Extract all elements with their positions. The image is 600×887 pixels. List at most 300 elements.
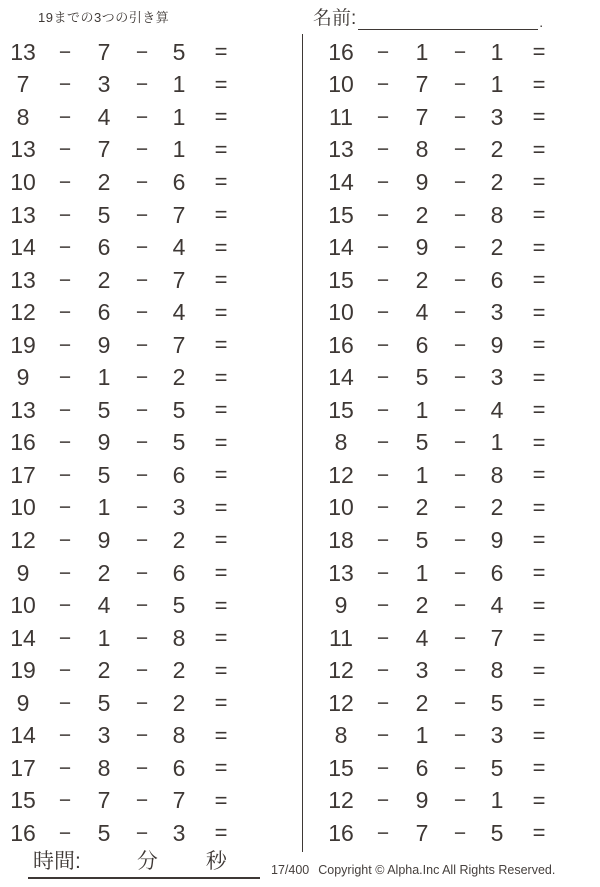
subtrahend-2: 3 <box>490 722 504 749</box>
equals-sign: = <box>532 592 546 618</box>
subtrahend-1: 1 <box>415 461 429 488</box>
subtrahend-2: 1 <box>490 429 504 456</box>
subtrahend-2: 8 <box>490 657 504 684</box>
copyright-text: Copyright © Alpha.Inc All Rights Reserved. <box>318 863 556 877</box>
minus-sign: − <box>58 301 72 325</box>
subtrahend-1: 9 <box>97 526 111 553</box>
minuend: 10 <box>328 299 354 326</box>
subtrahend-1: 7 <box>415 71 429 98</box>
problem-row <box>0 134 262 167</box>
problem-row <box>318 589 580 622</box>
problem-row <box>318 654 580 687</box>
equals-sign: = <box>214 397 228 423</box>
minus-sign: − <box>58 756 72 780</box>
minus-sign: − <box>135 626 149 650</box>
problem-row <box>318 199 580 232</box>
minuend: 11 <box>329 103 353 130</box>
problem-row <box>0 361 262 394</box>
minus-sign: − <box>376 691 390 715</box>
name-line-period: . <box>539 14 544 30</box>
minuend: 12 <box>10 299 36 326</box>
subtrahend-1: 9 <box>415 168 429 195</box>
minus-sign: − <box>135 724 149 748</box>
minuend: 12 <box>328 689 354 716</box>
minus-sign: − <box>58 496 72 520</box>
problems-column-right <box>318 36 580 850</box>
problem-row <box>318 817 580 850</box>
minus-sign: − <box>135 821 149 845</box>
minus-sign: − <box>135 170 149 194</box>
minuend: 7 <box>16 71 30 98</box>
minus-sign: − <box>453 301 467 325</box>
problem-row <box>318 719 580 752</box>
subtrahend-2: 9 <box>490 526 504 553</box>
equals-sign: = <box>214 592 228 618</box>
equals-sign: = <box>214 39 228 65</box>
equals-sign: = <box>532 722 546 748</box>
minus-sign: − <box>453 333 467 357</box>
problem-row <box>318 459 580 492</box>
minus-sign: − <box>58 691 72 715</box>
problem-row <box>318 101 580 134</box>
equals-sign: = <box>532 104 546 130</box>
subtrahend-2: 2 <box>490 168 504 195</box>
subtrahend-2: 4 <box>490 592 504 619</box>
problem-row <box>0 557 262 590</box>
problem-row <box>0 492 262 525</box>
minus-sign: − <box>58 170 72 194</box>
worksheet-title: 19までの3つの引き算 <box>38 10 170 25</box>
column-divider-line <box>302 34 303 852</box>
minus-sign: − <box>58 528 72 552</box>
minus-sign: − <box>135 496 149 520</box>
minus-sign: − <box>453 821 467 845</box>
equals-sign: = <box>214 299 228 325</box>
subtrahend-2: 1 <box>172 71 186 98</box>
problem-row <box>318 69 580 102</box>
problem-row <box>318 36 580 69</box>
time-label: 時間: <box>33 850 81 873</box>
subtrahend-1: 8 <box>97 754 111 781</box>
minus-sign: − <box>376 301 390 325</box>
problem-row <box>0 459 262 492</box>
equals-sign: = <box>214 494 228 520</box>
minus-sign: − <box>376 756 390 780</box>
subtrahend-2: 6 <box>490 559 504 586</box>
minus-sign: − <box>453 73 467 97</box>
minus-sign: − <box>453 203 467 227</box>
minus-sign: − <box>135 789 149 813</box>
problem-row <box>318 492 580 525</box>
minus-sign: − <box>453 724 467 748</box>
minuend: 9 <box>16 689 30 716</box>
subtrahend-1: 2 <box>97 657 111 684</box>
problem-row <box>0 231 262 264</box>
minus-sign: − <box>376 659 390 683</box>
name-label: 名前: <box>313 8 357 29</box>
problem-row <box>0 524 262 557</box>
minuend: 10 <box>10 168 36 195</box>
subtrahend-2: 5 <box>490 754 504 781</box>
problem-row <box>0 394 262 427</box>
minus-sign: − <box>135 268 149 292</box>
subtrahend-2: 3 <box>490 364 504 391</box>
problem-row <box>0 654 262 687</box>
subtrahend-1: 5 <box>415 364 429 391</box>
subtrahend-1: 5 <box>97 461 111 488</box>
minus-sign: − <box>135 138 149 162</box>
subtrahend-2: 1 <box>172 136 186 163</box>
minuend: 16 <box>328 819 354 846</box>
minus-sign: − <box>453 594 467 618</box>
minus-sign: − <box>453 138 467 162</box>
subtrahend-1: 2 <box>415 494 429 521</box>
minus-sign: − <box>135 333 149 357</box>
problem-row <box>0 296 262 329</box>
subtrahend-1: 9 <box>97 331 111 358</box>
seconds-label: 秒 <box>205 850 227 873</box>
minus-sign: − <box>135 301 149 325</box>
subtrahend-2: 6 <box>172 754 186 781</box>
subtrahend-1: 9 <box>415 787 429 814</box>
equals-sign: = <box>532 169 546 195</box>
minus-sign: − <box>453 366 467 390</box>
minus-sign: − <box>58 138 72 162</box>
subtrahend-2: 2 <box>172 526 186 553</box>
minus-sign: − <box>453 789 467 813</box>
minus-sign: − <box>135 398 149 422</box>
subtrahend-1: 7 <box>97 787 111 814</box>
subtrahend-2: 3 <box>490 103 504 130</box>
problem-row <box>0 264 262 297</box>
problem-row <box>318 557 580 590</box>
minuend: 14 <box>10 234 36 261</box>
subtrahend-1: 2 <box>415 266 429 293</box>
subtrahend-1: 5 <box>97 396 111 423</box>
minuend: 9 <box>334 592 348 619</box>
subtrahend-1: 6 <box>97 234 111 261</box>
subtrahend-1: 8 <box>415 136 429 163</box>
problem-row <box>0 199 262 232</box>
minuend: 10 <box>328 494 354 521</box>
minus-sign: − <box>376 73 390 97</box>
problem-row <box>318 134 580 167</box>
minuend: 13 <box>328 136 354 163</box>
footer-meta <box>271 863 555 877</box>
subtrahend-2: 7 <box>490 624 504 651</box>
minus-sign: − <box>453 398 467 422</box>
minus-sign: − <box>376 40 390 64</box>
minus-sign: − <box>453 105 467 129</box>
minuend: 15 <box>328 754 354 781</box>
minus-sign: − <box>376 431 390 455</box>
subtrahend-2: 7 <box>172 266 186 293</box>
minuend: 14 <box>328 168 354 195</box>
minuend: 15 <box>328 266 354 293</box>
minutes-label: 分 <box>136 850 158 873</box>
subtrahend-1: 1 <box>415 559 429 586</box>
problem-row <box>318 752 580 785</box>
subtrahend-2: 2 <box>172 657 186 684</box>
minus-sign: − <box>453 431 467 455</box>
minuend: 15 <box>328 201 354 228</box>
equals-sign: = <box>532 462 546 488</box>
equals-sign: = <box>214 267 228 293</box>
subtrahend-2: 6 <box>490 266 504 293</box>
minuend: 12 <box>328 461 354 488</box>
subtrahend-1: 2 <box>97 168 111 195</box>
subtrahend-1: 7 <box>415 103 429 130</box>
problem-row <box>0 687 262 720</box>
equals-sign: = <box>532 71 546 97</box>
subtrahend-2: 7 <box>172 331 186 358</box>
minus-sign: − <box>453 528 467 552</box>
minus-sign: − <box>58 40 72 64</box>
subtrahend-1: 2 <box>97 266 111 293</box>
problem-row <box>0 589 262 622</box>
minuend: 15 <box>10 787 36 814</box>
subtrahend-2: 1 <box>172 103 186 130</box>
minus-sign: − <box>453 170 467 194</box>
minus-sign: − <box>453 40 467 64</box>
minus-sign: − <box>135 73 149 97</box>
minus-sign: − <box>135 691 149 715</box>
equals-sign: = <box>532 787 546 813</box>
equals-sign: = <box>532 234 546 260</box>
subtrahend-2: 9 <box>490 331 504 358</box>
subtrahend-1: 5 <box>415 429 429 456</box>
subtrahend-2: 5 <box>172 429 186 456</box>
equals-sign: = <box>532 429 546 455</box>
subtrahend-2: 8 <box>490 201 504 228</box>
minuend: 9 <box>16 559 30 586</box>
problem-row <box>318 394 580 427</box>
subtrahend-1: 3 <box>97 722 111 749</box>
subtrahend-1: 1 <box>97 364 111 391</box>
minus-sign: − <box>135 366 149 390</box>
minus-sign: − <box>453 268 467 292</box>
minus-sign: − <box>135 594 149 618</box>
minus-sign: − <box>453 756 467 780</box>
minuend: 13 <box>10 136 36 163</box>
minus-sign: − <box>135 105 149 129</box>
subtrahend-2: 5 <box>172 38 186 65</box>
minus-sign: − <box>376 333 390 357</box>
minus-sign: − <box>135 463 149 487</box>
subtrahend-1: 5 <box>97 819 111 846</box>
subtrahend-2: 3 <box>490 299 504 326</box>
problem-row <box>318 231 580 264</box>
subtrahend-1: 5 <box>415 526 429 553</box>
minus-sign: − <box>58 431 72 455</box>
problem-row <box>0 719 262 752</box>
minus-sign: − <box>58 73 72 97</box>
equals-sign: = <box>532 267 546 293</box>
subtrahend-1: 4 <box>97 592 111 619</box>
subtrahend-1: 1 <box>415 396 429 423</box>
minus-sign: − <box>135 756 149 780</box>
minuend: 13 <box>10 38 36 65</box>
subtrahend-1: 7 <box>97 136 111 163</box>
equals-sign: = <box>214 625 228 651</box>
subtrahend-2: 5 <box>172 592 186 619</box>
minus-sign: − <box>376 398 390 422</box>
minus-sign: − <box>135 40 149 64</box>
minuend: 16 <box>10 819 36 846</box>
subtrahend-2: 2 <box>490 234 504 261</box>
minus-sign: − <box>58 398 72 422</box>
problem-row <box>0 69 262 102</box>
page-number: 17/400 <box>271 863 310 877</box>
problem-row <box>318 296 580 329</box>
minus-sign: − <box>376 528 390 552</box>
equals-sign: = <box>532 527 546 553</box>
equals-sign: = <box>532 820 546 846</box>
subtrahend-2: 5 <box>172 396 186 423</box>
equals-sign: = <box>214 202 228 227</box>
minus-sign: − <box>376 594 390 618</box>
problem-row <box>0 166 262 199</box>
minuend: 12 <box>328 657 354 684</box>
minus-sign: − <box>58 821 72 845</box>
problem-row <box>0 101 262 134</box>
minuend: 15 <box>328 396 354 423</box>
minus-sign: − <box>376 170 390 194</box>
subtrahend-1: 5 <box>97 201 111 228</box>
equals-sign: = <box>214 136 228 162</box>
minus-sign: − <box>58 594 72 618</box>
minus-sign: − <box>58 561 72 585</box>
problem-row <box>318 166 580 199</box>
equals-sign: = <box>214 71 228 97</box>
subtrahend-1: 7 <box>97 38 111 65</box>
problem-row <box>0 622 262 655</box>
minuend: 16 <box>328 331 354 358</box>
minuend: 12 <box>10 526 36 553</box>
subtrahend-2: 6 <box>172 559 186 586</box>
subtrahend-1: 5 <box>97 689 111 716</box>
minus-sign: − <box>58 333 72 357</box>
minus-sign: − <box>58 236 72 260</box>
problem-row <box>318 524 580 557</box>
subtrahend-2: 5 <box>490 819 504 846</box>
equals-sign: = <box>532 364 546 390</box>
problem-row <box>318 622 580 655</box>
subtrahend-2: 3 <box>172 494 186 521</box>
equals-sign: = <box>214 332 228 358</box>
minus-sign: − <box>58 626 72 650</box>
subtrahend-1: 1 <box>415 722 429 749</box>
minus-sign: − <box>135 431 149 455</box>
equals-sign: = <box>214 560 228 586</box>
subtrahend-1: 1 <box>97 624 111 651</box>
minus-sign: − <box>58 268 72 292</box>
minuend: 13 <box>10 396 36 423</box>
time-field <box>28 849 260 879</box>
minuend: 8 <box>16 103 30 130</box>
subtrahend-2: 1 <box>490 71 504 98</box>
minuend: 12 <box>328 787 354 814</box>
minus-sign: − <box>376 105 390 129</box>
subtrahend-1: 4 <box>415 299 429 326</box>
subtrahend-2: 4 <box>172 234 186 261</box>
minus-sign: − <box>376 821 390 845</box>
equals-sign: = <box>214 722 228 748</box>
equals-sign: = <box>214 364 228 390</box>
subtrahend-1: 6 <box>97 299 111 326</box>
subtrahend-2: 4 <box>172 299 186 326</box>
minuend: 14 <box>10 722 36 749</box>
subtrahend-1: 6 <box>415 754 429 781</box>
minus-sign: − <box>376 463 390 487</box>
problem-row <box>0 785 262 818</box>
name-field <box>313 3 543 30</box>
minuend: 14 <box>328 234 354 261</box>
problem-row <box>318 329 580 362</box>
minus-sign: − <box>58 366 72 390</box>
minuend: 19 <box>10 657 36 684</box>
equals-sign: = <box>532 299 546 325</box>
equals-sign: = <box>532 625 546 651</box>
minuend: 9 <box>16 364 30 391</box>
equals-sign: = <box>532 494 546 520</box>
minus-sign: − <box>376 236 390 260</box>
equals-sign: = <box>532 39 546 65</box>
problems-column-left <box>0 36 262 850</box>
minus-sign: − <box>453 463 467 487</box>
minus-sign: − <box>135 659 149 683</box>
subtrahend-2: 2 <box>490 136 504 163</box>
minus-sign: − <box>58 203 72 227</box>
problem-row <box>318 361 580 394</box>
equals-sign: = <box>214 429 228 455</box>
equals-sign: = <box>532 332 546 358</box>
subtrahend-2: 2 <box>490 494 504 521</box>
minus-sign: − <box>453 691 467 715</box>
minus-sign: − <box>58 463 72 487</box>
equals-sign: = <box>532 560 546 586</box>
subtrahend-1: 4 <box>97 103 111 130</box>
minuend: 18 <box>328 526 354 553</box>
minus-sign: − <box>135 203 149 227</box>
subtrahend-1: 2 <box>97 559 111 586</box>
subtrahend-2: 1 <box>490 38 504 65</box>
subtrahend-1: 2 <box>415 592 429 619</box>
minuend: 16 <box>10 429 36 456</box>
minus-sign: − <box>58 724 72 748</box>
subtrahend-2: 6 <box>172 461 186 488</box>
minuend: 10 <box>328 71 354 98</box>
problem-row <box>318 264 580 297</box>
minuend: 10 <box>10 592 36 619</box>
equals-sign: = <box>214 527 228 553</box>
minuend: 10 <box>10 494 36 521</box>
equals-sign: = <box>214 755 228 781</box>
minuend: 8 <box>334 722 348 749</box>
minus-sign: − <box>376 626 390 650</box>
subtrahend-2: 3 <box>172 819 186 846</box>
minuend: 17 <box>10 461 36 488</box>
minuend: 17 <box>10 754 36 781</box>
subtrahend-2: 1 <box>490 787 504 814</box>
subtrahend-2: 8 <box>172 624 186 651</box>
minus-sign: − <box>453 236 467 260</box>
problem-row <box>318 687 580 720</box>
problem-row <box>0 329 262 362</box>
subtrahend-2: 4 <box>490 396 504 423</box>
equals-sign: = <box>214 234 228 260</box>
subtrahend-2: 2 <box>172 364 186 391</box>
